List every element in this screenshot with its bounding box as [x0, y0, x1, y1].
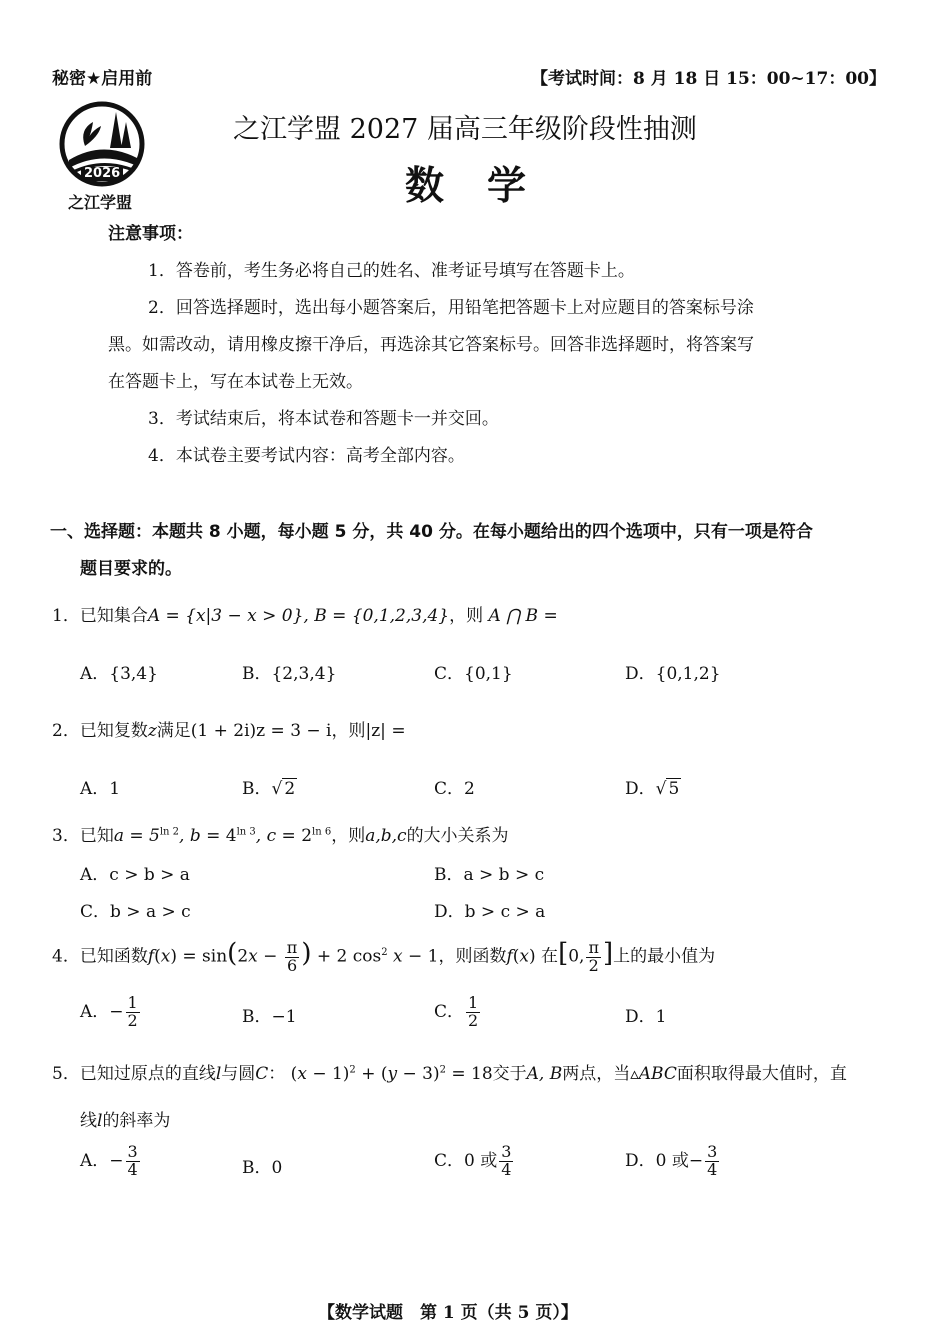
- note-1: 1．答卷前，考生务必将自己的姓名、准考证号填写在答题卡上。: [148, 261, 635, 281]
- q4-then: ，则函数: [438, 946, 507, 967]
- q5-option-c-frac: $\frac{3}{4}$: [501, 1142, 512, 1179]
- q4-option-c-frac: $\frac{1}{2}$: [468, 993, 479, 1030]
- note-2-line-1: 2．回答选择题时，选出每小题答案后，用铅笔把答题卡上对应题目的答案标号涂: [148, 298, 754, 318]
- q4-option-c: C． $\frac{1}{2}$: [434, 993, 479, 1030]
- confidential-label: 秘密★启用前: [52, 69, 153, 89]
- q3-tail: 的大小关系为: [406, 826, 509, 846]
- q3-expr-a: a = 5: [113, 826, 160, 846]
- q1-then: ，则: [449, 606, 484, 626]
- q4-option-b: B．−1: [242, 1007, 297, 1027]
- q3-exp-ln2: ln 2: [159, 826, 180, 838]
- q2-option-d-label: D．: [625, 779, 656, 799]
- q3-option-b: B．a > b > c: [434, 865, 545, 885]
- q5-option-a: A．− $\frac{3}{4}$: [80, 1142, 138, 1179]
- q4-tail: 上的最小值为: [613, 946, 716, 967]
- q3-option-d: D．b > c > a: [434, 902, 546, 922]
- notes-heading: 注意事项：: [108, 224, 193, 244]
- question-3: 3．已知$a = 5^{ln 2}$, $b = 4^{ln 3}$, $c = 2^{ln 6}$，则a,b,c的大小关系为: [52, 826, 509, 846]
- note-2-line-3: 在答题卡上，写在本试卷上无效。: [108, 372, 363, 392]
- q1-ask: A ⋂ B =: [488, 606, 558, 626]
- q2-option-b-label: B．: [242, 779, 272, 799]
- q2-option-b-radicand: 2: [284, 779, 296, 799]
- logo-name: 之江学盟: [68, 193, 133, 212]
- q3-exp-ln6: ln 6: [312, 826, 332, 838]
- page-footer: 【数学试题 第 1 页（共 5 页）】: [318, 1303, 578, 1323]
- q5-line-2: 线l的斜率为: [80, 1111, 171, 1131]
- q5-number: 5．: [52, 1064, 80, 1084]
- q4-pi-over-2: $\frac{\pi}{2}$: [588, 937, 599, 975]
- q2-option-d: [625, 774, 681, 799]
- q4-pi-over-6: $\frac{\pi}{6}$: [286, 937, 298, 975]
- q2-stem: 已知复数: [79, 721, 148, 741]
- note-2-line-2: 黑。如需改动，请用橡皮擦干净后，再选涂其它答案标号。回答非选择题时，将答案写: [108, 335, 754, 355]
- q4-stem: 已知函数: [79, 946, 148, 967]
- q2-option-b: [242, 774, 297, 799]
- q2-number: 2．: [52, 721, 80, 741]
- q1-option-d: D．{0,1,2}: [625, 664, 721, 684]
- q2-var-z: z: [147, 721, 157, 741]
- q4-number: 4．: [52, 946, 80, 967]
- q2-then: ，则: [331, 721, 366, 741]
- q5-option-d: D．0 或− $\frac{3}{4}$: [625, 1142, 718, 1179]
- sqrt-icon: √ 2: [271, 779, 296, 799]
- q1-option-b: B．{2,3,4}: [242, 664, 337, 684]
- q3-option-c: C．b > a > c: [80, 902, 191, 922]
- school-logo: [55, 100, 153, 212]
- q5-option-c: C．0 或 $\frac{3}{4}$: [434, 1142, 512, 1179]
- exam-time: 【考试时间：8 月 18 日 15：00~17：00】: [530, 69, 886, 89]
- q4-option-a-frac: $\frac{1}{2}$: [127, 993, 138, 1030]
- logo-year: 2026: [81, 167, 123, 181]
- q3-number: 3．: [52, 826, 80, 846]
- note-3: 3．考试结束后，将本试卷和答题卡一并交回。: [148, 409, 499, 429]
- q1-stem: 已知集合: [79, 606, 148, 626]
- q2-ask: |z| =: [365, 721, 406, 741]
- q1-option-a: A．{3,4}: [80, 664, 158, 684]
- exam-title: 之江学盟 2027 届高三年级阶段性抽测: [233, 114, 697, 145]
- question-2: [52, 716, 406, 741]
- question-5: 5．已知过原点的直线l与圆C： $(x - 1)^2 + (y - 3)^2 = 18$交于A, B两点，当▵ABC面积取得最大值时，直: [52, 1064, 847, 1084]
- q2-option-c: C．2: [434, 779, 475, 799]
- section-1-heading: 一、选择题：本题共 8 小题，每小题 5 分，共 40 分。在每小题给出的四个选项中，只有一项是符合: [50, 522, 813, 542]
- q5-stem: 已知过原点的直线: [79, 1064, 216, 1084]
- q3-stem: 已知: [79, 826, 114, 846]
- question-4: 4．已知函数f(x) = sin(2x − $\frac{\pi}{6}$ ) + 2 $\cos^2 x - 1$，则函数f(x) 在[0, $\frac{\pi}{2}$ ]上的最小值为: [52, 937, 716, 975]
- q5-option-a-frac: $\frac{3}{4}$: [127, 1142, 138, 1179]
- subject-title: 数 学: [405, 163, 529, 209]
- q3-vars: a,b,c: [365, 826, 407, 846]
- q5-option-b: B．0: [242, 1158, 283, 1178]
- sqrt-icon: √ 5: [655, 779, 680, 799]
- q3-option-a: A．c > b > a: [80, 865, 190, 885]
- q2-equation: (1 + 2i)z = 3 − i: [190, 721, 332, 741]
- q2-option-d-radicand: 5: [668, 779, 680, 799]
- q4-option-a: A．− $\frac{1}{2}$: [80, 993, 138, 1030]
- q3-then: ，则: [331, 826, 366, 846]
- q2-satisfy: 满足: [156, 721, 191, 741]
- q3-exp-ln3: ln 3: [236, 826, 256, 838]
- question-1: [52, 601, 558, 626]
- q1-number: 1．: [52, 606, 80, 626]
- q1-sets: A = {x|3 − x > 0}, B = {0,1,2,3,4}: [147, 606, 450, 626]
- q4-option-d: D．1: [625, 1007, 667, 1027]
- note-4: 4．本试卷主要考试内容：高考全部内容。: [148, 446, 465, 466]
- q5-option-d-frac: $\frac{3}{4}$: [707, 1142, 718, 1179]
- q2-option-a: A．1: [80, 779, 121, 799]
- section-1-heading-cont: 题目要求的。: [80, 559, 182, 579]
- q1-option-c: C．{0,1}: [434, 664, 513, 684]
